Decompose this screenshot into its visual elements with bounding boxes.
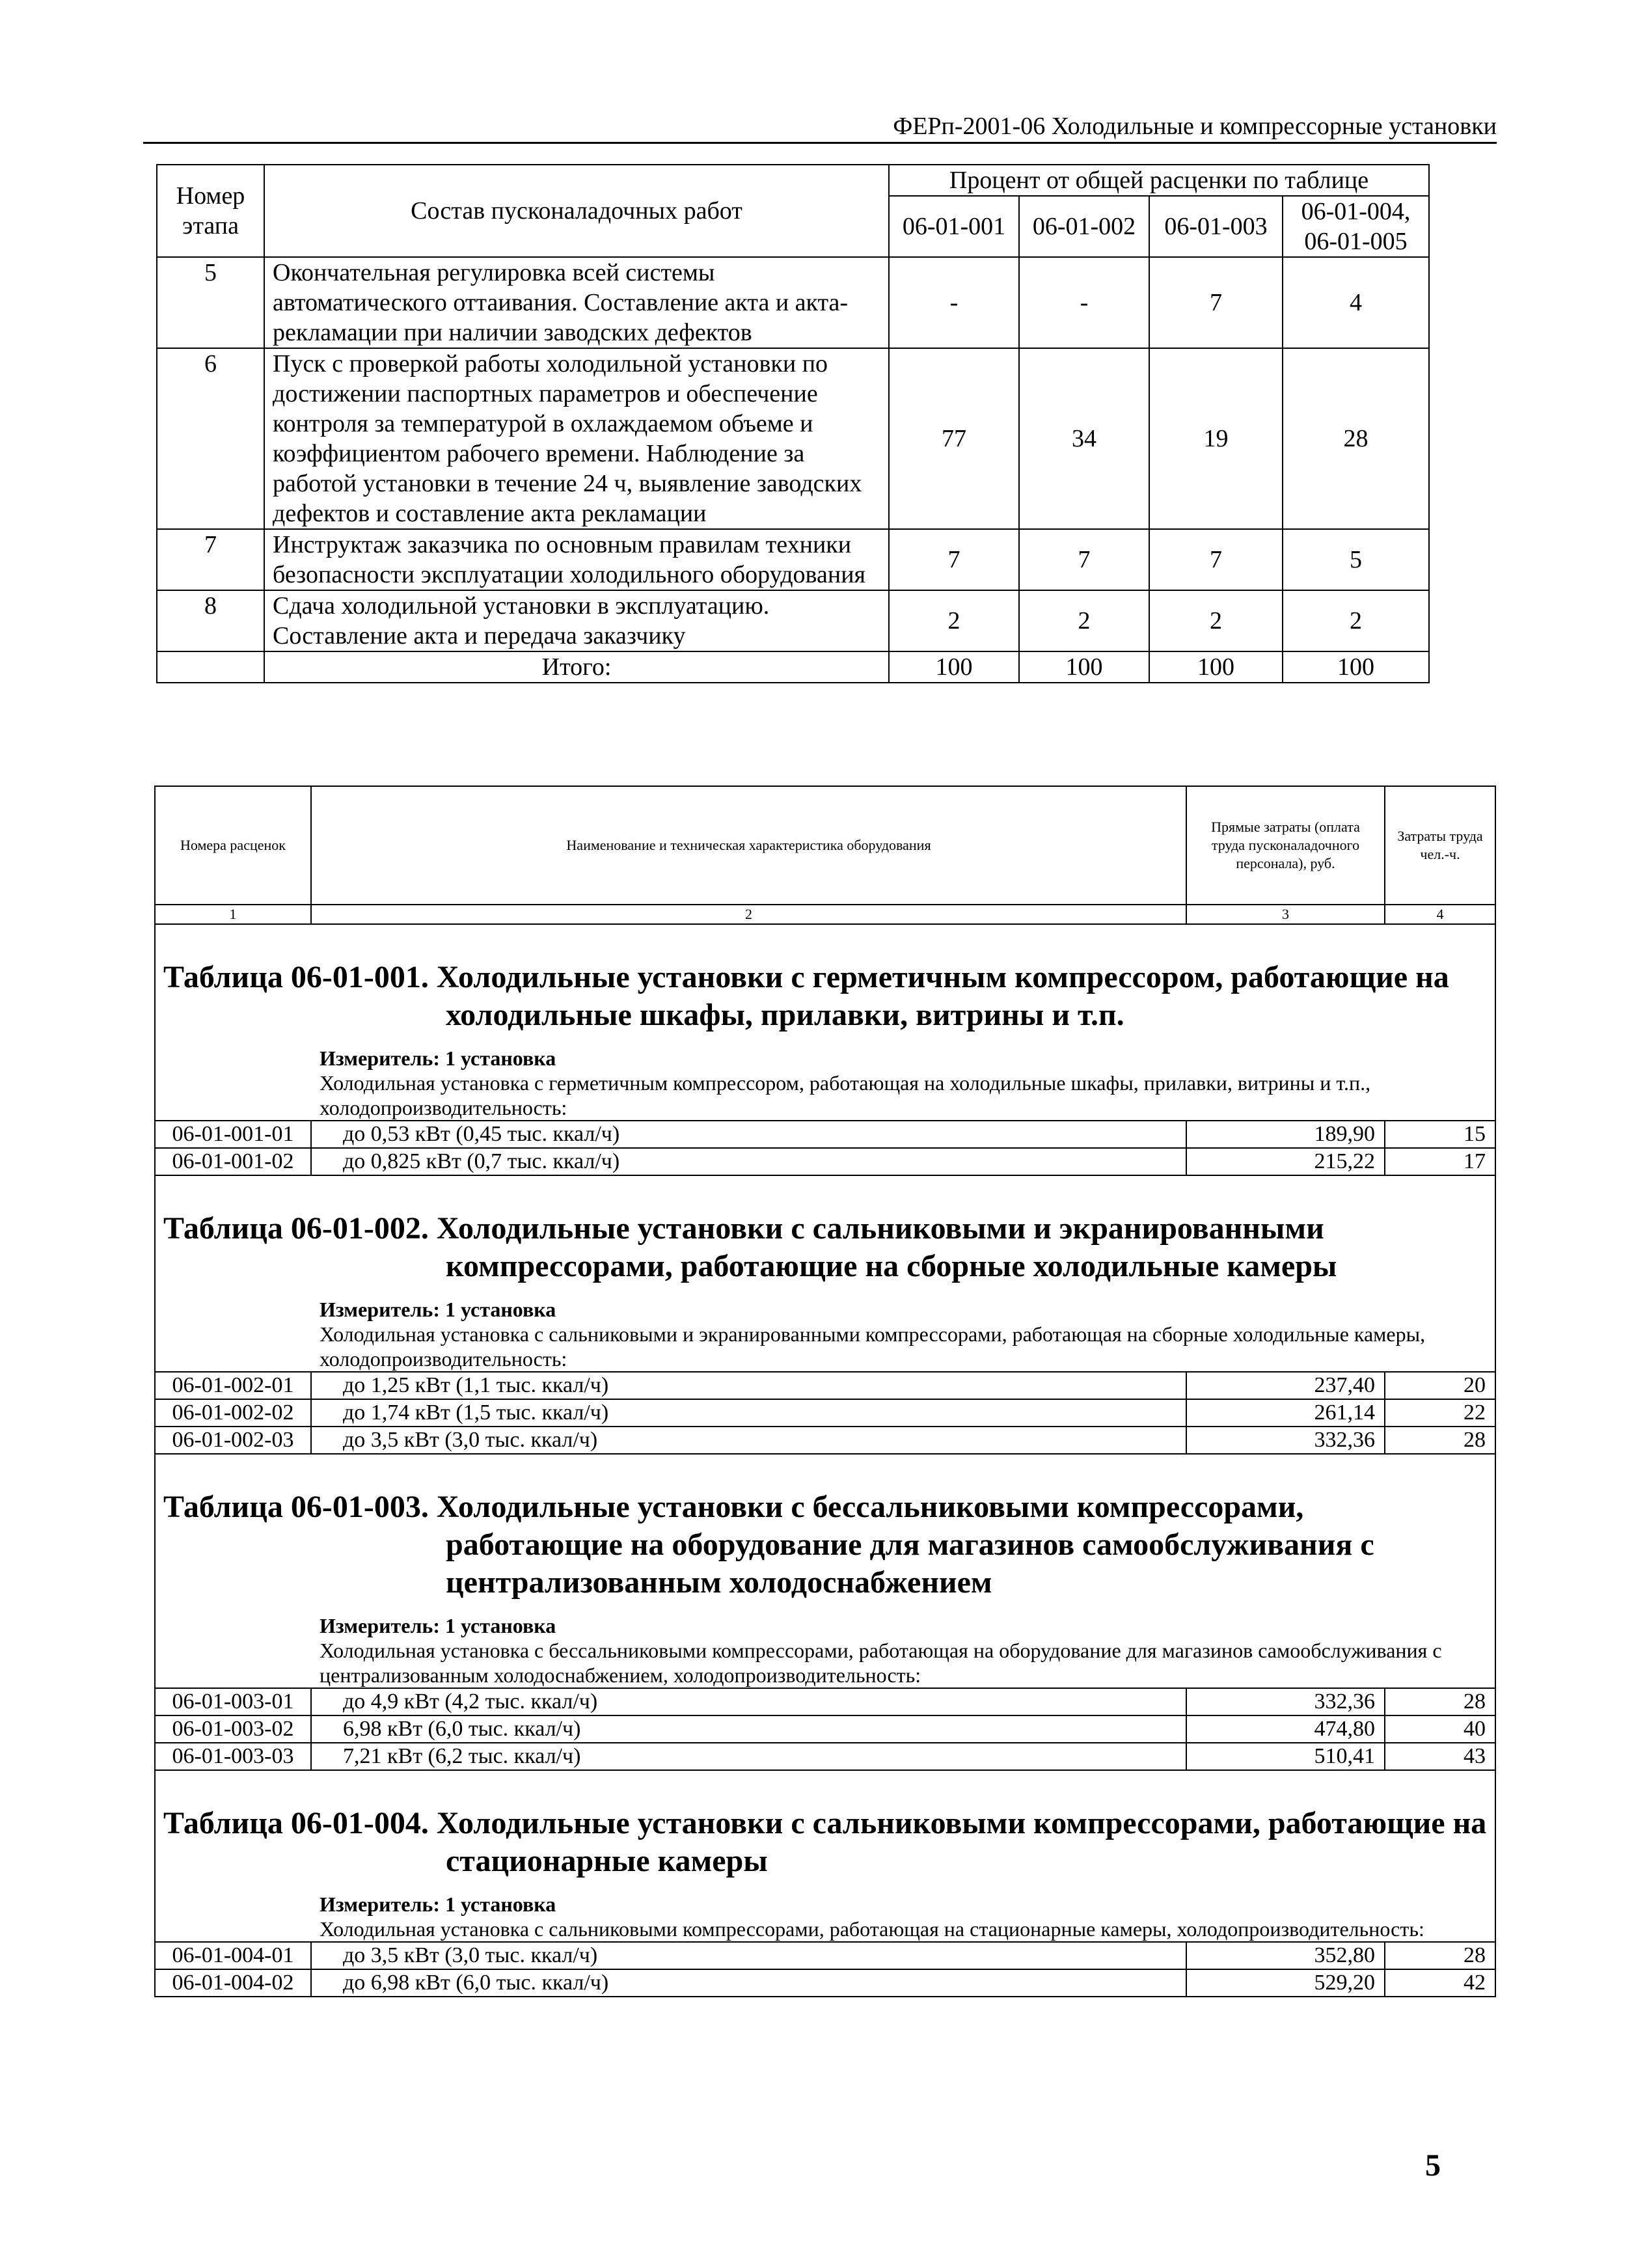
rate-name: до 1,74 кВт (1,5 тыс. ккал/ч) [311, 1399, 1186, 1427]
column-number: 3 [1186, 905, 1385, 924]
rate-labor: 28 [1385, 1942, 1495, 1969]
stage-number: 8 [157, 590, 264, 651]
composition-header: Состав пусконаладочных работ [264, 165, 889, 257]
stage-text: Сдача холодильной установки в эксплуатацию. Составление акта и передача заказчику [264, 590, 889, 651]
section-title: Таблица 06-01-003. Холодильные установки с бессальниковыми компрессорами, работающие на оборудование для магазинов самообслуживания с централизованным холодоснабжением [163, 1490, 1374, 1600]
name-column-header: Наименование и техническая характеристика оборудования [311, 786, 1186, 905]
total-value: 100 [1149, 651, 1283, 683]
rate-cost: 261,14 [1186, 1399, 1385, 1427]
rate-name: до 4,9 кВт (4,2 тыс. ккал/ч) [311, 1688, 1186, 1715]
rate-labor: 28 [1385, 1427, 1495, 1454]
rate-labor: 17 [1385, 1148, 1495, 1175]
col-header: 06-01-001 [889, 196, 1019, 257]
stage-value: 19 [1149, 348, 1283, 529]
total-label: Итого: [264, 651, 889, 683]
rate-code: 06-01-004-02 [155, 1969, 311, 1997]
stage-value: 2 [1283, 590, 1429, 651]
rate-cost: 332,36 [1186, 1427, 1385, 1454]
section-description: Холодильная установка с сальниковыми и экранированными компрессорами, работающая на сборные холодильные камеры, холодопроизводительность: [155, 1322, 1495, 1372]
rate-name: до 3,5 кВт (3,0 тыс. ккал/ч) [311, 1427, 1186, 1454]
stage-number: 7 [157, 529, 264, 590]
stage-value: 7 [1149, 257, 1283, 348]
col-header: 06-01-002 [1019, 196, 1149, 257]
stage-number: 5 [157, 257, 264, 348]
stage-value: 77 [889, 348, 1019, 529]
rate-cost: 352,80 [1186, 1942, 1385, 1969]
table-row [157, 257, 1429, 348]
rate-cost: 529,20 [1186, 1969, 1385, 1997]
norms-table [154, 786, 1496, 1997]
rate-name: до 6,98 кВт (6,0 тыс. ккал/ч) [311, 1969, 1186, 1997]
rate-name: 6,98 кВт (6,0 тыс. ккал/ч) [311, 1715, 1186, 1743]
rate-code: 06-01-003-03 [155, 1743, 311, 1770]
stage-value: 2 [1149, 590, 1283, 651]
rate-code: 06-01-003-01 [155, 1688, 311, 1715]
table-row [155, 1427, 1495, 1454]
stage-value: 34 [1019, 348, 1149, 529]
percent-group-header: Процент от общей расценки по таблице [889, 165, 1429, 196]
column-number: 4 [1385, 905, 1495, 924]
rate-cost: 510,41 [1186, 1743, 1385, 1770]
table-row [155, 1121, 1495, 1148]
rate-cost: 189,90 [1186, 1121, 1385, 1148]
rate-code: 06-01-002-01 [155, 1372, 311, 1399]
section-title: Таблица 06-01-002. Холодильные установки с сальниковыми и экранированными компрессорами, работающие на сборные холодильные камеры [163, 1211, 1337, 1283]
code-column-header: Номера расценок [155, 786, 311, 905]
rate-name: до 3,5 кВт (3,0 тыс. ккал/ч) [311, 1942, 1186, 1969]
stages-table [156, 164, 1430, 683]
measure-label: Измеритель: 1 установка [155, 1613, 1495, 1638]
stage-value: - [889, 257, 1019, 348]
table-row [155, 1688, 1495, 1715]
stage-value: 7 [889, 529, 1019, 590]
rate-code: 06-01-002-03 [155, 1427, 311, 1454]
table-row [155, 1148, 1495, 1175]
total-value: 100 [889, 651, 1019, 683]
table-row [157, 348, 1429, 529]
rate-cost: 215,22 [1186, 1148, 1385, 1175]
rate-name: до 0,825 кВт (0,7 тыс. ккал/ч) [311, 1148, 1186, 1175]
table-row [155, 1743, 1495, 1770]
stage-text: Окончательная регулировка всей системы автоматического оттаивания. Составление акта и акта-рекламации при наличии заводских дефектов [264, 257, 889, 348]
table-row [155, 1715, 1495, 1743]
measure-label: Измеритель: 1 установка [155, 1046, 1495, 1071]
rate-cost: 332,36 [1186, 1688, 1385, 1715]
page-number: 5 [1425, 2148, 1441, 2183]
stage-number: 6 [157, 348, 264, 529]
page-header: ФЕРп-2001-06 Холодильные и компрессорные установки [143, 111, 1497, 144]
table-row [157, 529, 1429, 590]
section-description: Холодильная установка с сальниковыми компрессорами, работающая на стационарные камеры, холодопроизводительность: [155, 1917, 1495, 1942]
total-row [157, 651, 1429, 683]
table-row [155, 1372, 1495, 1399]
section-description: Холодильная установка с герметичным компрессором, работающая на холодильные шкафы, прилавки, витрины и т.п., холодопроизводительность: [155, 1071, 1495, 1121]
rate-code: 06-01-002-02 [155, 1399, 311, 1427]
section-title: Таблица 06-01-001. Холодильные установки с герметичным компрессором, работающие на холодильные шкафы, прилавки, витрины и т.п. [163, 960, 1449, 1032]
rate-code: 06-01-004-01 [155, 1942, 311, 1969]
cost-column-header: Прямые затраты (оплата труда пусконаладочного персонала), руб. [1186, 786, 1385, 905]
rate-labor: 20 [1385, 1372, 1495, 1399]
stage-value: 2 [1019, 590, 1149, 651]
stage-value: - [1019, 257, 1149, 348]
rate-code: 06-01-003-02 [155, 1715, 311, 1743]
rate-cost: 237,40 [1186, 1372, 1385, 1399]
total-value: 100 [1019, 651, 1149, 683]
col-header: 06-01-003 [1149, 196, 1283, 257]
measure-label: Измеритель: 1 установка [155, 1297, 1495, 1322]
stage-value: 28 [1283, 348, 1429, 529]
col-header: 06-01-004, 06-01-005 [1283, 196, 1429, 257]
stage-value: 2 [889, 590, 1019, 651]
table-row [155, 1942, 1495, 1969]
rate-labor: 28 [1385, 1688, 1495, 1715]
table-row [155, 1969, 1495, 1997]
rate-labor: 22 [1385, 1399, 1495, 1427]
section-description: Холодильная установка с бессальниковыми компрессорами, работающая на оборудование для магазинов самообслуживания с централизованным холодоснабжением, холодопроизводительность: [155, 1638, 1495, 1688]
rate-name: до 0,53 кВт (0,45 тыс. ккал/ч) [311, 1121, 1186, 1148]
rate-name: 7,21 кВт (6,2 тыс. ккал/ч) [311, 1743, 1186, 1770]
table-row [157, 590, 1429, 651]
column-number: 2 [311, 905, 1186, 924]
table-row [155, 1399, 1495, 1427]
stage-value: 7 [1019, 529, 1149, 590]
column-number: 1 [155, 905, 311, 924]
stage-text: Инструктаж заказчика по основным правилам техники безопасности эксплуатации холодильного оборудования [264, 529, 889, 590]
stage-value: 4 [1283, 257, 1429, 348]
labor-column-header: Затраты труда чел.-ч. [1385, 786, 1495, 905]
stage-text: Пуск с проверкой работы холодильной установки по достижении паспортных параметров и обеспечение контроля за температурой в охлаждаемом объеме и коэффициентом рабочего времени. Наблюдение за работой установки в течение 24 ч, выявление заводских дефектов и составление акта рекламации [264, 348, 889, 529]
rate-labor: 43 [1385, 1743, 1495, 1770]
stage-number-header: Номер этапа [157, 165, 264, 257]
stage-value: 5 [1283, 529, 1429, 590]
rate-labor: 40 [1385, 1715, 1495, 1743]
total-value: 100 [1283, 651, 1429, 683]
rate-code: 06-01-001-02 [155, 1148, 311, 1175]
stage-value: 7 [1149, 529, 1283, 590]
rate-name: до 1,25 кВт (1,1 тыс. ккал/ч) [311, 1372, 1186, 1399]
rate-labor: 15 [1385, 1121, 1495, 1148]
rate-cost: 474,80 [1186, 1715, 1385, 1743]
measure-label: Измеритель: 1 установка [155, 1892, 1495, 1917]
rate-code: 06-01-001-01 [155, 1121, 311, 1148]
rate-labor: 42 [1385, 1969, 1495, 1997]
section-title: Таблица 06-01-004. Холодильные установки с сальниковыми компрессорами, работающие на стационарные камеры [163, 1806, 1487, 1878]
